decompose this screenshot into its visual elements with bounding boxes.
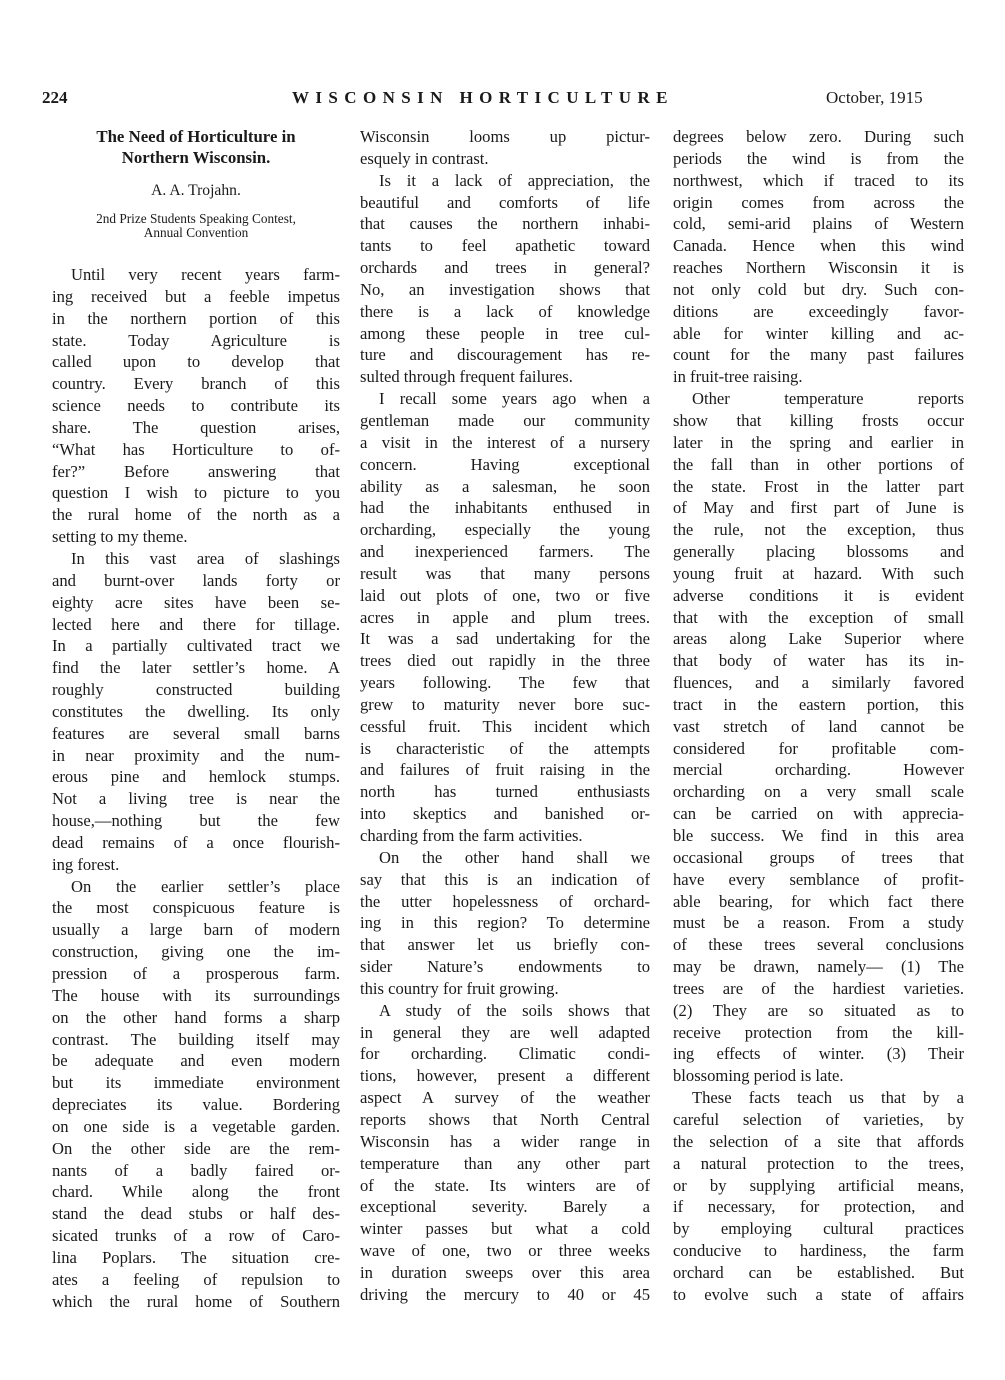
text-line: may be drawn, namely— (1) The xyxy=(673,957,964,977)
text-line: construction, giving one the im- xyxy=(52,942,340,962)
text-line: In this vast area of slashings xyxy=(71,548,340,568)
text-line: eighty acre sites have been se- xyxy=(52,592,340,612)
text-line: erous pine and hemlock stumps. xyxy=(52,767,340,787)
text-line: must be a reason. From a study xyxy=(673,913,964,933)
text-line: ates a feeling of repulsion to xyxy=(52,1269,340,1289)
text-line: northwest, which if traced to its xyxy=(673,170,964,190)
text-line: blossoming period is late. xyxy=(673,1066,844,1086)
text-line: the state. Frost in the latter part xyxy=(673,476,964,496)
text-line: vast stretch of land cannot be xyxy=(673,716,964,736)
text-line: called upon to develop that xyxy=(52,352,340,372)
text-line: ditions are exceedingly favor- xyxy=(673,301,964,321)
text-line: Canada. Hence when this wind xyxy=(673,236,964,256)
text-line: of May and first part of June is xyxy=(673,498,964,518)
text-line: adverse conditions it is evident xyxy=(673,585,964,605)
text-line: The house with its surroundings xyxy=(52,985,340,1005)
text-line: tract in the eastern portion, this xyxy=(673,694,964,714)
text-line: later in the spring and earlier in xyxy=(673,432,964,452)
text-line: and inexperienced farmers. The xyxy=(360,542,650,562)
text-line: tions, however, present a different xyxy=(360,1066,650,1086)
text-line: the most conspicuous feature is xyxy=(52,898,340,918)
text-line: These facts teach us that by a xyxy=(692,1088,964,1108)
text-line: lected here and there for tillage. xyxy=(52,614,340,634)
text-line: fluences, and a similarly favored xyxy=(673,673,964,693)
text-line: On the earlier settler’s place xyxy=(71,876,340,896)
text-line: chard. While along the front xyxy=(52,1182,340,1202)
text-line: in general they are well adapted xyxy=(360,1022,650,1042)
text-line: occasional groups of trees that xyxy=(673,847,964,867)
text-line: not only cold but dry. Such con- xyxy=(673,279,964,299)
text-line: a visit in the interest of a nursery xyxy=(360,432,650,452)
text-line: into skeptics and banished or- xyxy=(360,804,650,824)
text-line: usually a large barn of modern xyxy=(52,920,340,940)
page-number: 224 xyxy=(42,88,68,107)
text-line: grew to maturity never bore suc- xyxy=(360,694,650,714)
text-line: which the rural home of Southern xyxy=(52,1291,340,1311)
text-line: esquely in contrast. xyxy=(360,148,489,168)
text-line: exceptional severity. Barely a xyxy=(360,1197,650,1217)
text-line: count for the many past failures xyxy=(673,345,964,365)
text-line: Not a living tree is near the xyxy=(52,789,340,809)
text-line: acres in apple and plum trees. xyxy=(360,607,650,627)
magazine-title: WISCONSIN HORTICULTURE xyxy=(292,88,674,107)
text-line: that body of water has its in- xyxy=(673,651,964,671)
text-column-1 xyxy=(52,126,340,1313)
text-line: show that killing frosts occur xyxy=(673,410,964,430)
text-line: able for winter killing and ac- xyxy=(673,323,964,343)
text-line: reports shows that North Central xyxy=(360,1109,650,1129)
text-line: the selection of a site that affords xyxy=(673,1131,964,1151)
text-line: Is it a lack of appreciation, the xyxy=(379,170,650,190)
text-line: find the later settler’s home. A xyxy=(52,658,340,678)
text-line: and failures of fruit raising in the xyxy=(360,760,650,780)
article-title-line: Northern Wisconsin. xyxy=(121,148,271,167)
text-line: Wisconsin has a wider range in xyxy=(360,1131,650,1151)
text-line: (2) They are so situated as to xyxy=(673,1000,964,1020)
text-line: In a partially cultivated tract we xyxy=(52,636,340,656)
text-line: ing effects of winter. (3) Their xyxy=(673,1044,964,1064)
text-line: setting to my theme. xyxy=(52,527,188,547)
text-line: stand the dead stubs or half des- xyxy=(52,1204,340,1224)
text-line: to evolve such a state of affairs xyxy=(673,1284,964,1304)
text-line: considered for profitable com- xyxy=(673,738,964,758)
text-line: able bearing, for which fact there xyxy=(673,891,964,911)
text-line: conducive to hardiness, the farm xyxy=(673,1241,964,1261)
text-line: mercial orcharding. However xyxy=(673,760,964,780)
text-line: ability as a salesman, he soon xyxy=(360,476,650,496)
text-line: It was a sad undertaking for the xyxy=(360,629,650,649)
text-line: that with the exception of small xyxy=(673,607,964,627)
text-line: areas along Lake Superior where xyxy=(673,629,964,649)
text-line: a natural protection to the trees, xyxy=(673,1153,964,1173)
text-line: lina Poplars. The situation cre- xyxy=(52,1247,340,1267)
author-byline: A. A. Trojahn. xyxy=(151,182,241,199)
text-line: trees are of the hardiest varieties. xyxy=(673,978,964,998)
text-line: wave of one, two or three weeks xyxy=(360,1241,650,1261)
text-line: degrees below zero. During such xyxy=(673,127,964,146)
text-line: by employing cultural practices xyxy=(673,1219,964,1239)
text-line: on the other hand forms a sharp xyxy=(52,1007,340,1027)
text-line: ing forest. xyxy=(52,854,120,874)
text-line: On the other side are the rem- xyxy=(52,1138,340,1158)
text-line: orcharding on a very small scale xyxy=(673,782,964,802)
text-line: ture and discouragement has re- xyxy=(360,345,650,365)
text-line: concern. Having exceptional xyxy=(360,454,650,474)
text-column-2 xyxy=(360,126,650,1306)
article-title-line: The Need of Horticulture in xyxy=(96,127,296,146)
text-line: country. Every branch of this xyxy=(52,374,340,394)
award-note xyxy=(52,212,340,240)
text-line: A study of the soils shows that xyxy=(379,1000,650,1020)
text-line: temperature than any other part xyxy=(360,1153,650,1173)
text-line: in near proximity and the num- xyxy=(52,745,340,765)
text-line: Until very recent years farm- xyxy=(71,265,340,284)
text-line: on one side is a vegetable garden. xyxy=(52,1116,340,1136)
text-line: of these trees several conclusions xyxy=(673,935,964,955)
text-line: for orcharding. Climatic condi- xyxy=(360,1044,650,1064)
text-line: depreciates its value. Bordering xyxy=(52,1095,340,1115)
text-line: that answer let us briefly con- xyxy=(360,935,650,955)
text-line: the fall than in other portions of xyxy=(673,454,964,474)
text-line: state. Today Agriculture is xyxy=(52,330,340,350)
text-line: origin comes from across the xyxy=(673,192,964,212)
text-line: aspect A survey of the weather xyxy=(360,1088,650,1108)
text-line: winter passes but what a cold xyxy=(360,1219,650,1239)
text-line: orchards and trees in general? xyxy=(360,258,650,278)
text-line: years following. The few that xyxy=(360,673,650,693)
text-line: receive protection from the kill- xyxy=(673,1022,964,1042)
text-line: result was that many persons xyxy=(360,563,650,583)
text-line: that causes the northern inhabi- xyxy=(360,214,650,234)
article-title xyxy=(52,126,340,168)
text-line: beautiful and comforts of life xyxy=(360,192,650,212)
text-line: dead remains of a once flourish- xyxy=(52,832,340,852)
text-line: Wisconsin looms up pictur- xyxy=(360,127,650,146)
text-line: sicated trunks of a row of Caro- xyxy=(52,1226,340,1246)
text-line: there is a lack of knowledge xyxy=(360,301,650,321)
text-line: north has turned enthusiasts xyxy=(360,782,650,802)
text-line: this country for fruit growing. xyxy=(360,978,559,998)
text-line: fer?” Before answering that xyxy=(52,461,340,481)
text-line: features are several small barns xyxy=(52,723,340,743)
text-line: young fruit at hazard. With such xyxy=(673,563,964,583)
text-line: constitutes the dwelling. Its only xyxy=(52,701,340,721)
text-line: orcharding, especially the young xyxy=(360,520,650,540)
text-line: trees died out rapidly in the three xyxy=(360,651,650,671)
award-note-line: Annual Convention xyxy=(143,225,249,240)
text-line: can be carried on with apprecia- xyxy=(673,804,964,824)
text-line: in duration sweeps over this area xyxy=(360,1262,650,1282)
text-line: ing received but a feeble impetus xyxy=(52,286,340,306)
text-line: driving the mercury to 40 or 45 xyxy=(360,1284,650,1304)
text-line: ble success. We find in this area xyxy=(673,826,964,845)
text-line: pression of a prosperous farm. xyxy=(52,964,340,983)
text-line: I recall some years ago when a xyxy=(379,389,650,409)
text-line: of the state. Its winters are of xyxy=(360,1175,650,1195)
text-line: tants to feel apathetic toward xyxy=(360,236,650,256)
award-note-line: 2nd Prize Students Speaking Contest, xyxy=(96,211,296,226)
text-line: “What has Horticulture to of- xyxy=(52,439,340,459)
text-line: be adequate and even modern xyxy=(52,1051,340,1071)
text-line: careful selection of varieties, by xyxy=(673,1109,964,1129)
text-line: among these people in tree cul- xyxy=(360,323,650,343)
text-line: or by supplying artificial means, xyxy=(673,1175,964,1195)
text-line: in fruit-tree raising. xyxy=(673,367,803,387)
text-line: had the inhabitants enthused in xyxy=(360,498,650,518)
text-line: ing in this region? To determine xyxy=(360,913,650,933)
text-line: question I wish to picture to you xyxy=(52,483,340,503)
text-line: have every semblance of profit- xyxy=(673,869,964,889)
text-line: orchard can be established. But xyxy=(673,1262,964,1282)
text-line: nants of a badly faired or- xyxy=(52,1160,340,1180)
text-line: contrast. The building itself may xyxy=(52,1029,340,1049)
text-line: On the other hand shall we xyxy=(379,847,650,867)
text-line: but its immediate environment xyxy=(52,1073,340,1093)
running-header xyxy=(0,88,1005,112)
text-line: Other temperature reports xyxy=(692,389,964,409)
text-line: periods the wind is from the xyxy=(673,148,964,168)
text-line: the utter hopelessness of orchard- xyxy=(360,891,650,911)
text-line: house,—nothing but the few xyxy=(52,811,340,831)
text-line: charding from the farm activities. xyxy=(360,826,583,845)
text-line: the rule, not the exception, thus xyxy=(673,520,964,540)
text-line: reaches Northern Wisconsin it is xyxy=(673,258,964,278)
text-line: cold, semi-arid plains of Western xyxy=(673,214,964,234)
text-line: laid out plots of one, two or five xyxy=(360,585,650,605)
text-line: share. The question arises, xyxy=(52,417,340,437)
text-column-3 xyxy=(673,126,964,1306)
text-line: roughly constructed building xyxy=(52,680,340,700)
text-line: say that this is an indication of xyxy=(360,869,650,889)
text-line: if necessary, for protection, and xyxy=(673,1197,964,1217)
text-line: cessful fruit. This incident which xyxy=(360,716,650,736)
issue-date: October, 1915 xyxy=(826,88,923,107)
text-line: the rural home of the north as a xyxy=(52,505,340,525)
text-line: gentleman made our community xyxy=(360,410,650,430)
text-line: science needs to contribute its xyxy=(52,396,340,416)
text-line: No, an investigation shows that xyxy=(360,279,650,299)
text-line: in the northern portion of this xyxy=(52,308,340,328)
text-line: and burnt-over lands forty or xyxy=(52,570,340,590)
text-line: sider Nature’s endowments to xyxy=(360,957,650,977)
text-line: sulted through frequent failures. xyxy=(360,367,573,387)
text-line: generally placing blossoms and xyxy=(673,542,964,562)
text-line: is characteristic of the attempts xyxy=(360,738,650,758)
